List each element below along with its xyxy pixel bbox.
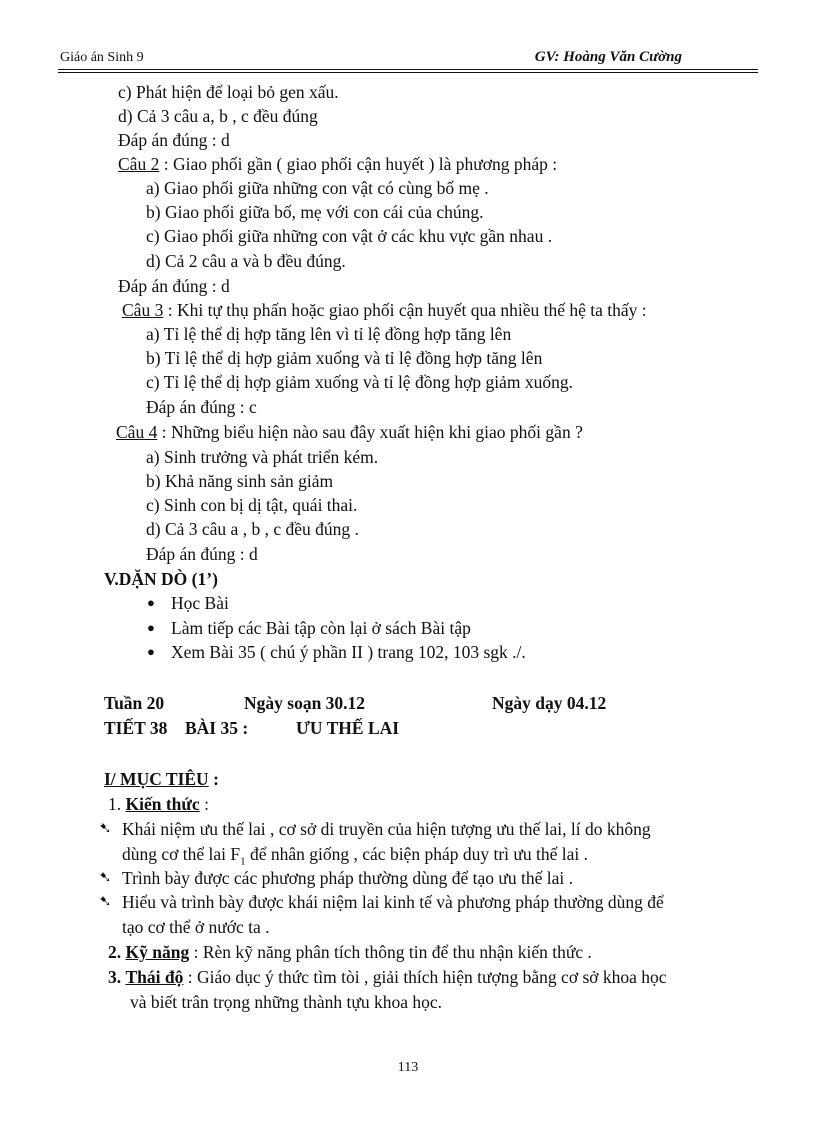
- q2-label: Câu 2: [118, 154, 160, 174]
- knowledge-item-3-line1: Hiểu và trình bày được khái niệm lai kinh tế và phương pháp thường dùng để: [122, 892, 664, 912]
- lesson-number: BÀI 35 :: [185, 718, 249, 738]
- dando-heading: V.DẶN DÒ (1’): [104, 569, 218, 589]
- header-left: Giáo án Sinh 9: [60, 50, 144, 65]
- attitude-text: : Giáo dục ý thức tìm tòi , giải thích hiện tượng bằng cơ sở khoa học: [183, 967, 667, 987]
- bullet-icon: ●: [147, 644, 155, 659]
- q2-text: : Giao phối gần ( giao phối cận huyết ) là phương pháp :: [159, 154, 558, 174]
- lesson-prepared-date: Ngày soạn 30.12: [244, 693, 366, 713]
- skills-number: 2.: [108, 942, 122, 962]
- q4-label: Câu 4: [116, 422, 158, 442]
- knowledge-item-1-line2-start: dùng cơ thể lai F: [122, 844, 241, 864]
- q1-option-c: c) Phát hiện để loại bỏ gen xấu.: [118, 82, 339, 102]
- header-rule-double: [58, 72, 758, 73]
- page-number: 113: [397, 1060, 419, 1075]
- q3-question: [122, 299, 647, 321]
- skills-text: : Rèn kỹ năng phân tích thông tin để thu nhận kiến thức .: [189, 942, 592, 962]
- q2-option-c: c) Giao phối giữa những con vật ở các khu vực gần nhau .: [146, 226, 553, 246]
- q3-option-b: b) Tỉ lệ thể dị hợp giảm xuống và tỉ lệ đồng hợp tăng lên: [146, 348, 543, 368]
- header-rule: [58, 69, 758, 70]
- q2-question: [118, 153, 557, 175]
- dando-item-1: Học Bài: [171, 593, 229, 613]
- skills-line: [108, 941, 592, 963]
- q4-text: : Những biểu hiện nào sau đây xuất hiện khi giao phối gần ?: [157, 422, 583, 442]
- attitude-number: 3.: [108, 967, 122, 987]
- knowledge-item-1-line1: Khái niệm ưu thế lai , cơ sở di truyền của hiện tượng ưu thế lai, lí do không: [122, 819, 651, 839]
- arrow-bullet-icon: ➷: [99, 821, 112, 837]
- q4-option-d: d) Cả 3 câu a , b , c đều đúng .: [146, 519, 359, 539]
- attitude-label: Thái độ: [125, 967, 184, 987]
- knowledge-heading: [108, 793, 209, 815]
- q3-label: Câu 3: [122, 300, 164, 320]
- dando-item-3: Xem Bài 35 ( chú ý phần II ) trang 102, 103 sgk ./.: [171, 642, 526, 662]
- q3-answer: Đáp án đúng : c: [146, 397, 257, 417]
- q2-option-b: b) Giao phối giữa bố, mẹ với con cái của chúng.: [146, 202, 484, 222]
- lesson-title: ƯU THẾ LAI: [296, 718, 400, 738]
- knowledge-item-3-line2: tạo cơ thể ở nước ta .: [122, 917, 270, 937]
- arrow-bullet-icon: ➷: [99, 894, 112, 910]
- subscript-1: 1: [240, 855, 246, 868]
- lesson-week: Tuần 20: [104, 693, 165, 713]
- q4-option-c: c) Sinh con bị dị tật, quái thai.: [146, 495, 358, 515]
- skills-label: Kỹ năng: [125, 942, 190, 962]
- q3-option-a: a) Tỉ lệ thể dị hợp tăng lên vì tỉ lệ đồng hợp tăng lên: [146, 324, 512, 344]
- knowledge-item-1-line2-end: để nhân giống , các biện pháp duy trì ưu thế lai .: [245, 844, 589, 864]
- knowledge-label: Kiến thức: [125, 794, 200, 814]
- knowledge-item-2: Trình bày được các phương pháp thường dùng để tạo ưu thế lai .: [122, 868, 573, 888]
- objectives-heading-text: I/ MỤC TIÊU: [104, 769, 209, 789]
- q2-option-d: d) Cả 2 câu a và b đều đúng.: [146, 251, 346, 271]
- bullet-icon: ●: [147, 620, 155, 635]
- q1-answer: Đáp án đúng : d: [118, 130, 230, 150]
- q4-option-b: b) Khả năng sinh sản giảm: [146, 471, 334, 491]
- q2-option-a: a) Giao phối giữa những con vật có cùng bố mẹ .: [146, 178, 489, 198]
- header-right: GV: Hoàng Văn Cường: [534, 49, 682, 65]
- knowledge-number: 1.: [108, 794, 122, 814]
- q4-question: [116, 421, 583, 443]
- dando-item-2: Làm tiếp các Bài tập còn lại ở sách Bài tập: [171, 618, 471, 638]
- attitude-line2: và biết trân trọng những thành tựu khoa học.: [130, 992, 443, 1012]
- lesson-period: TIẾT 38: [104, 718, 168, 738]
- q4-option-a: a) Sinh trưởng và phát triển kém.: [146, 447, 379, 467]
- q3-text: : Khi tự thụ phấn hoặc giao phối cận huyết qua nhiều thế hệ ta thấy :: [163, 300, 647, 320]
- lesson-taught-date: Ngày dạy 04.12: [492, 693, 607, 713]
- q3-option-c: c) Tỉ lệ thể dị hợp giảm xuống và tỉ lệ đồng hợp giảm xuống.: [146, 372, 573, 392]
- q2-answer: Đáp án đúng : d: [118, 276, 230, 296]
- q1-option-d: d) Cả 3 câu a, b , c đều đúng: [118, 106, 318, 126]
- objectives-heading: [104, 768, 219, 790]
- knowledge-colon: :: [199, 794, 209, 814]
- arrow-bullet-icon: ➷: [99, 870, 112, 886]
- bullet-icon: ●: [147, 595, 155, 610]
- q4-answer: Đáp án đúng : d: [146, 544, 258, 564]
- objectives-heading-colon: :: [208, 769, 219, 789]
- attitude-line: [108, 966, 667, 988]
